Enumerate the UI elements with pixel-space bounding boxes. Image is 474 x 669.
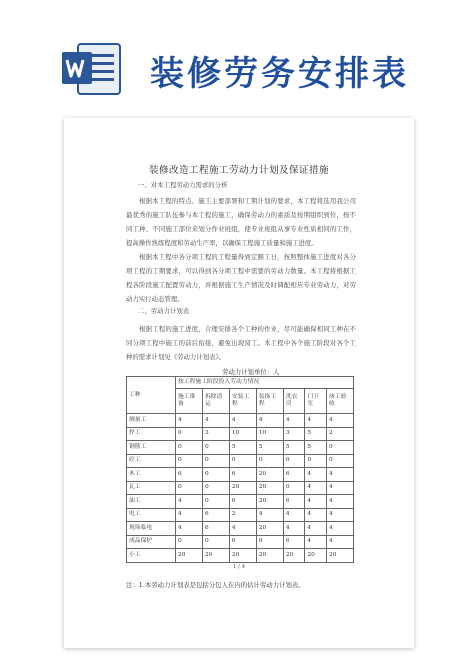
count-cell: 20: [256, 495, 283, 509]
table-row: [127, 535, 354, 549]
count-cell: 4: [176, 508, 203, 522]
count-cell: 20: [256, 549, 283, 563]
trade-cell: 成品保护: [127, 535, 176, 549]
document-title: 装修改造工程施工劳动力计划及保证措施: [148, 165, 329, 176]
count-cell: 10: [229, 427, 256, 441]
count-cell: 4: [305, 522, 327, 536]
count-cell: 6: [283, 468, 305, 482]
header-phase: 安装工程: [229, 389, 256, 414]
count-cell: 20: [229, 481, 256, 495]
trade-cell: 电工: [127, 508, 176, 522]
paragraph-demand-analysis: 根据本工程的特点、施工主要部署和工期计划的要求，本工程将选用我公司最优秀的施工队伍参与本工程的施工，确保劳动力的素质及按期组织到位，按不同工种、不同施工部位来划分作业班组，使专业班组从事专业性质相同的工作，提高操作熟练程度和劳动生产率，以确保工程施工质量和施工进度。: [126, 197, 356, 247]
document-page: [64, 118, 414, 648]
count-cell: 4: [305, 414, 327, 428]
count-cell: 4: [305, 468, 327, 482]
count-cell: 0: [229, 454, 256, 468]
page-number: 1 / 4: [232, 564, 246, 570]
word-doc-icon: [60, 40, 124, 96]
count-cell: 0: [176, 481, 203, 495]
trade-cell: 现场临电: [127, 522, 176, 536]
trade-cell: 钢筋工: [127, 441, 176, 455]
header-phase: 施工准备: [176, 389, 203, 414]
table-row: [127, 427, 354, 441]
count-cell: 4: [229, 522, 256, 536]
count-cell: 4: [305, 481, 327, 495]
count-cell: 20: [256, 522, 283, 536]
count-cell: 6: [229, 468, 256, 482]
paragraph-trade-scheduling: 根据工程的施工进度，合理安排各个工种的作业，尽可能确保相同工种在不同分项工程中施工的前后衔接，避免出现窝工。本工程中各个施工阶段对各个工种的需求计划见《劳动力计划表》。: [126, 325, 356, 361]
count-cell: 4: [305, 535, 327, 549]
count-cell: 0: [283, 481, 305, 495]
count-cell: 0: [176, 535, 203, 549]
count-cell: 4: [283, 414, 305, 428]
count-cell: 4: [202, 414, 229, 428]
section-heading-plan: 二、劳动力计划表: [138, 307, 190, 315]
trade-cell: 油工: [127, 495, 176, 509]
count-cell: 2: [229, 508, 256, 522]
count-cell: 4: [176, 414, 203, 428]
count-cell: 5: [229, 441, 256, 455]
count-cell: 6: [229, 535, 256, 549]
count-cell: 4: [327, 468, 354, 482]
count-cell: 10: [256, 427, 283, 441]
count-cell: 6: [256, 535, 283, 549]
count-cell: 6: [202, 522, 229, 536]
count-cell: 4: [305, 508, 327, 522]
header-phase: 拆除清运: [202, 389, 229, 414]
count-cell: 4: [256, 414, 283, 428]
count-cell: 4: [327, 414, 354, 428]
count-cell: 6: [202, 508, 229, 522]
header-trade: 工种: [127, 377, 176, 414]
count-cell: 0: [176, 441, 203, 455]
header-phase: 洗衣房: [283, 389, 305, 414]
count-cell: 0: [202, 441, 229, 455]
count-cell: 20: [176, 549, 203, 563]
count-cell: 0: [176, 427, 203, 441]
count-cell: 3: [283, 427, 305, 441]
count-cell: 20: [202, 549, 229, 563]
table-row: [127, 441, 354, 455]
count-cell: 20: [256, 481, 283, 495]
count-cell: 4: [305, 495, 327, 509]
count-cell: 5: [256, 441, 283, 455]
section-heading-demand: 一、对本工程劳动力需求的分析: [138, 181, 228, 189]
table-row: [127, 481, 354, 495]
trade-cell: 砼工: [127, 454, 176, 468]
count-cell: 0: [202, 454, 229, 468]
count-cell: 4: [176, 495, 203, 509]
count-cell: 4: [283, 508, 305, 522]
table-row: [127, 468, 354, 482]
table-row: [127, 549, 354, 563]
count-cell: 4: [327, 522, 354, 536]
count-cell: 20: [305, 549, 327, 563]
table-row: [127, 454, 354, 468]
count-cell: 4: [283, 522, 305, 536]
header-phase: 竣工验收: [327, 389, 354, 414]
count-cell: 4: [327, 495, 354, 509]
table-caption: 劳动力计划单位：人: [222, 368, 280, 376]
trade-cell: 测量工: [127, 414, 176, 428]
paragraph-workday-estimate: 根据本工程中各分项工程的工程量得到定额工日，按照整体施工进度对各分项工程的工期要求，可以得到各分项工程中需要的劳动力数量。本工程将根据工程各阶段施工配置劳动力，并根据施工生产情况及时调配相应专业劳动力，对劳动力实行动态管理。: [126, 253, 356, 303]
count-cell: 0: [202, 495, 229, 509]
count-cell: 5: [305, 427, 327, 441]
table-row: [127, 414, 354, 428]
count-cell: 0: [202, 468, 229, 482]
trade-cell: 木工: [127, 468, 176, 482]
trade-cell: 小工: [127, 549, 176, 563]
count-cell: 6: [176, 468, 203, 482]
count-cell: 2: [327, 427, 354, 441]
table-row: [127, 522, 354, 536]
header-phase-group: 按工程施工阶段投入劳动力情况: [176, 377, 354, 389]
count-cell: 0: [305, 454, 327, 468]
trade-cell: 焊工: [127, 427, 176, 441]
banner-title: 装修劳务安排表: [150, 54, 409, 94]
labour-plan-table: [126, 376, 354, 563]
table-header-row: [127, 377, 354, 389]
count-cell: 4: [256, 508, 283, 522]
count-cell: 5: [283, 441, 305, 455]
count-cell: 0: [176, 454, 203, 468]
trade-cell: 瓦工: [127, 481, 176, 495]
count-cell: 20: [256, 468, 283, 482]
count-cell: 0: [202, 535, 229, 549]
count-cell: 20: [283, 549, 305, 563]
count-cell: 3: [202, 427, 229, 441]
header-phase: 装饰工程: [256, 389, 283, 414]
count-cell: 0: [202, 481, 229, 495]
table-row: [127, 495, 354, 509]
count-cell: 4: [327, 535, 354, 549]
count-cell: 4: [327, 508, 354, 522]
count-cell: 4: [176, 522, 203, 536]
table-row: [127, 508, 354, 522]
count-cell: 0: [283, 454, 305, 468]
count-cell: 4: [327, 481, 354, 495]
count-cell: 6: [283, 535, 305, 549]
count-cell: 0: [256, 454, 283, 468]
count-cell: 4: [229, 414, 256, 428]
count-cell: 20: [327, 549, 354, 563]
count-cell: 5: [305, 441, 327, 455]
count-cell: 6: [229, 495, 256, 509]
banner: [0, 0, 474, 100]
count-cell: 20: [229, 549, 256, 563]
table-note: 注：1.本劳动力计划表是包括分包人在内的估计劳动力计划表。: [126, 581, 305, 589]
count-cell: 0: [327, 441, 354, 455]
count-cell: 6: [283, 495, 305, 509]
header-phase: 门卫室: [305, 389, 327, 414]
count-cell: 0: [327, 454, 354, 468]
